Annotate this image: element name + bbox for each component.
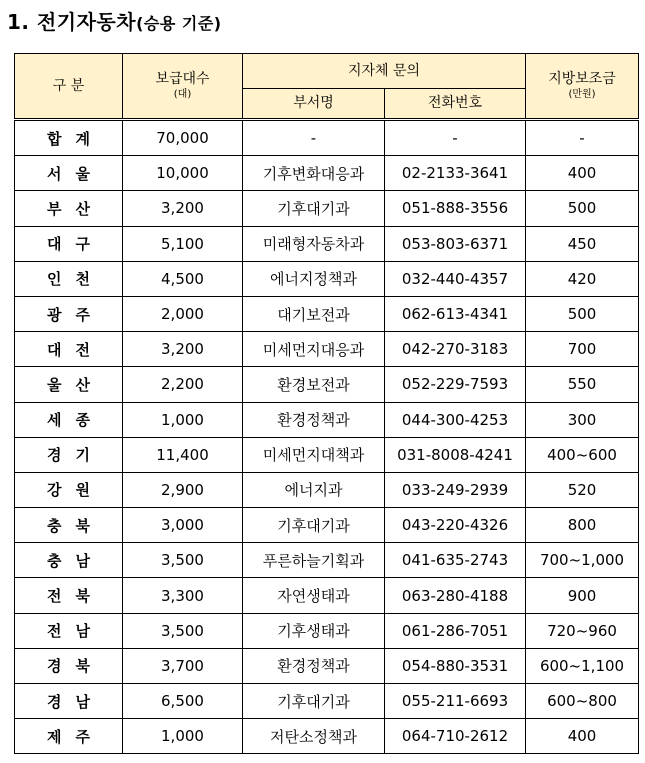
header-supply-label: 보급대수 [155, 70, 210, 87]
cell-supply: 1,000 [123, 719, 243, 754]
cell-region: 충남 [15, 543, 123, 578]
cell-department: 기후대기과 [243, 508, 385, 543]
cell-phone: 064-710-2612 [385, 719, 526, 754]
cell-department: 환경정책과 [243, 402, 385, 437]
cell-supply: 11,400 [123, 437, 243, 472]
cell-department: 미세먼지대책과 [243, 437, 385, 472]
cell-department: 환경정책과 [243, 648, 385, 683]
cell-subsidy: 800 [526, 508, 639, 543]
table-row [15, 508, 639, 543]
cell-subsidy: 900 [526, 578, 639, 613]
cell-supply: 6,500 [123, 684, 243, 719]
table-row [15, 437, 639, 472]
table-header [15, 54, 639, 120]
cell-phone: 054-880-3531 [385, 648, 526, 683]
cell-subsidy: 520 [526, 472, 639, 507]
cell-subsidy: 500 [526, 296, 639, 331]
cell-region: 대전 [15, 332, 123, 367]
cell-subsidy: 500 [526, 191, 639, 226]
cell-subsidy: 700 [526, 332, 639, 367]
table-row [15, 472, 639, 507]
table-row [15, 613, 639, 648]
header-region: 구 분 [15, 54, 123, 120]
cell-region: 경남 [15, 684, 123, 719]
cell-region: 인천 [15, 261, 123, 296]
cell-supply: 5,100 [123, 226, 243, 261]
cell-department: 기후대기과 [243, 684, 385, 719]
cell-region: 울산 [15, 367, 123, 402]
cell-subsidy: 400 [526, 156, 639, 191]
cell-department: 기후변화대응과 [243, 156, 385, 191]
cell-supply: 2,900 [123, 472, 243, 507]
cell-phone: 061-286-7051 [385, 613, 526, 648]
table-row [15, 120, 639, 156]
cell-department: 대기보전과 [243, 296, 385, 331]
cell-phone: 052-229-7593 [385, 367, 526, 402]
cell-supply: 2,200 [123, 367, 243, 402]
cell-supply: 1,000 [123, 402, 243, 437]
cell-department: 푸른하늘기획과 [243, 543, 385, 578]
table-row [15, 332, 639, 367]
cell-subsidy: - [526, 120, 639, 156]
cell-department: 에너지과 [243, 472, 385, 507]
cell-phone: 053-803-6371 [385, 226, 526, 261]
cell-supply: 3,000 [123, 508, 243, 543]
cell-region: 대구 [15, 226, 123, 261]
cell-region: 부산 [15, 191, 123, 226]
cell-subsidy: 600~800 [526, 684, 639, 719]
cell-phone: - [385, 120, 526, 156]
cell-subsidy: 300 [526, 402, 639, 437]
cell-phone: 044-300-4253 [385, 402, 526, 437]
cell-phone: 063-280-4188 [385, 578, 526, 613]
table-row [15, 578, 639, 613]
cell-department: 자연생태과 [243, 578, 385, 613]
table-row [15, 543, 639, 578]
cell-supply: 3,200 [123, 332, 243, 367]
table-row [15, 261, 639, 296]
cell-supply: 10,000 [123, 156, 243, 191]
header-supply-unit: (대) [173, 88, 192, 100]
header-subsidy-label: 지방보조금 [548, 70, 616, 87]
cell-department: 기후생태과 [243, 613, 385, 648]
cell-subsidy: 400 [526, 719, 639, 754]
cell-subsidy: 420 [526, 261, 639, 296]
table-row [15, 719, 639, 754]
table-body [15, 120, 639, 754]
cell-region: 경북 [15, 648, 123, 683]
cell-department: 환경보전과 [243, 367, 385, 402]
cell-phone: 055-211-6693 [385, 684, 526, 719]
table-row [15, 156, 639, 191]
header-supply [123, 54, 243, 120]
table-row [15, 191, 639, 226]
cell-department: 미세먼지대응과 [243, 332, 385, 367]
cell-phone: 041-635-2743 [385, 543, 526, 578]
cell-subsidy: 700~1,000 [526, 543, 639, 578]
cell-subsidy: 400~600 [526, 437, 639, 472]
ev-subsidy-table [14, 53, 639, 754]
table-row [15, 648, 639, 683]
cell-phone: 02-2133-3641 [385, 156, 526, 191]
cell-region: 합계 [15, 120, 123, 156]
cell-phone: 042-270-3183 [385, 332, 526, 367]
cell-supply: 4,500 [123, 261, 243, 296]
cell-department: 기후대기과 [243, 191, 385, 226]
cell-region: 서울 [15, 156, 123, 191]
cell-supply: 2,000 [123, 296, 243, 331]
header-subsidy [526, 54, 639, 120]
cell-subsidy: 600~1,100 [526, 648, 639, 683]
header-phone: 전화번호 [385, 89, 526, 120]
cell-region: 제주 [15, 719, 123, 754]
cell-subsidy: 720~960 [526, 613, 639, 648]
cell-supply: 3,700 [123, 648, 243, 683]
cell-supply: 3,500 [123, 543, 243, 578]
table-row [15, 684, 639, 719]
page-title [7, 6, 222, 35]
cell-phone: 032-440-4357 [385, 261, 526, 296]
cell-department: 미래형자동차과 [243, 226, 385, 261]
cell-supply: 70,000 [123, 120, 243, 156]
title-sub: (승용 기준) [136, 14, 222, 33]
cell-subsidy: 450 [526, 226, 639, 261]
cell-region: 강원 [15, 472, 123, 507]
cell-supply: 3,200 [123, 191, 243, 226]
cell-region: 경기 [15, 437, 123, 472]
header-subsidy-unit: (만원) [568, 88, 596, 100]
cell-department: - [243, 120, 385, 156]
cell-region: 전북 [15, 578, 123, 613]
cell-phone: 031-8008-4241 [385, 437, 526, 472]
cell-supply: 3,500 [123, 613, 243, 648]
cell-supply: 3,300 [123, 578, 243, 613]
cell-department: 에너지정책과 [243, 261, 385, 296]
table-row [15, 367, 639, 402]
table-row [15, 296, 639, 331]
cell-region: 충북 [15, 508, 123, 543]
title-main: 1. 전기자동차 [7, 10, 137, 34]
cell-region: 전남 [15, 613, 123, 648]
cell-phone: 033-249-2939 [385, 472, 526, 507]
header-contact: 지자체 문의 [243, 54, 526, 89]
cell-phone: 043-220-4326 [385, 508, 526, 543]
header-department: 부서명 [243, 89, 385, 120]
cell-region: 세종 [15, 402, 123, 437]
cell-department: 저탄소정책과 [243, 719, 385, 754]
cell-phone: 051-888-3556 [385, 191, 526, 226]
table-row [15, 226, 639, 261]
cell-region: 광주 [15, 296, 123, 331]
table-row [15, 402, 639, 437]
cell-subsidy: 550 [526, 367, 639, 402]
cell-phone: 062-613-4341 [385, 296, 526, 331]
